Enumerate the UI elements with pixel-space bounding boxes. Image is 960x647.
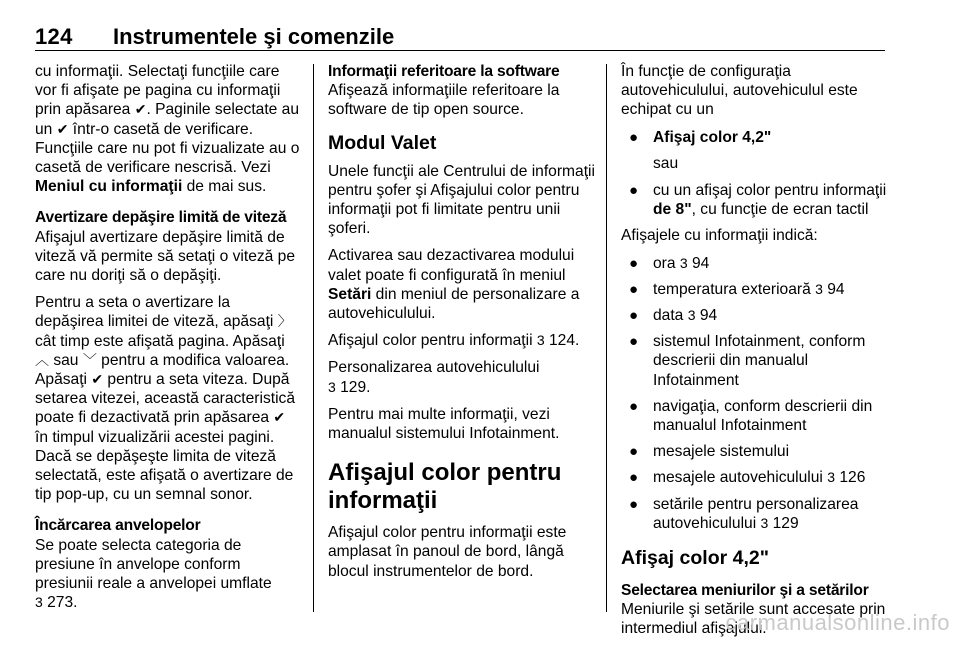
paragraph: Unele funcţii ale Centrului de informaţii pentru şofer şi Afişajului color pentru informaţii pot fi limitate pentru unii şoferi. (328, 162, 595, 238)
bullet-icon: ● (629, 495, 639, 513)
paragraph: Afişajul color pentru informaţii 3 124. (328, 332, 580, 350)
bullet-icon: ● (629, 182, 639, 200)
list-item: ● sistemul Infotainment, conform descrierii din manualul Infotainment (629, 333, 866, 389)
watermark: carmanualsonline.info (725, 610, 950, 635)
paragraph: Încărcarea anvelopelor Se poate selecta categoria de presiune în anvelope conform presiunii reale a anvelopei umflate 3 273. (35, 517, 272, 612)
bullet-icon: ● (629, 333, 639, 351)
paragraph: Afişajul color pentru informaţii este amplasat în panoul de bord, lângă blocul instrumentelor de bord. (328, 524, 567, 580)
header-rule (35, 50, 885, 51)
page-number: 124 (35, 24, 73, 49)
column-2 (328, 62, 598, 589)
paragraph: Informaţii referitoare la software Afişează informaţiile referitoare la software de tip open source. (328, 63, 560, 119)
column-3 (621, 62, 887, 647)
page-ref-icon: 3 (35, 594, 43, 611)
check-icon: ✔ (134, 101, 147, 118)
arrow-up-icon: ︿ (35, 351, 49, 368)
list-item: ● cu un afişaj color pentru informaţii de 8", cu funcţie de ecran tactil (629, 182, 887, 219)
list-item: ● temperatura exterioară 3 94 (629, 280, 845, 298)
bullet-icon: ● (629, 443, 639, 461)
page-ref-icon: 3 (815, 280, 823, 297)
section-heading-valet: Modul Valet (328, 131, 437, 154)
page-ref-icon: 3 (687, 307, 696, 324)
list-item: ● mesajele sistemului (629, 443, 790, 461)
bullet-icon: ● (629, 469, 639, 487)
arrow-down-icon: ﹀ (82, 351, 97, 368)
list-item: ● data 3 94 (629, 307, 718, 325)
chapter-title: Instrumentele şi comenzile (113, 24, 395, 49)
check-icon: ✔ (273, 409, 286, 426)
column-divider-1 (313, 64, 314, 612)
arrow-right-icon: 〉 (277, 313, 292, 330)
paragraph: cu informaţii. Selectaţi funcţiile care vor fi afişate pe pagina cu informaţii prin apăsarea ✔. Paginile selectate au un ✔ într-o casetă de verificare. Funcţiile care nu pot fi vizualizate au o casetă de verificare nescrisă. Vezi Meniul cu informaţii de mai sus. (35, 63, 300, 196)
page-ref-icon: 3 (679, 254, 688, 271)
check-icon: ✔ (56, 120, 69, 137)
paragraph: Avertizare depăşire limită de viteză Afişajul avertizare depăşire limită de viteză vă permite să setaţi o viteză pe care nu doriţi să o depăşiţi. (35, 209, 296, 285)
paragraph: În funcţie de configuraţia autovehiculului, autovehiculul este echipat cu un (621, 63, 858, 119)
bullet-icon: ● (629, 280, 639, 298)
paragraph: Personalizarea autovehiculului 3 129. (328, 359, 540, 396)
paragraph: Pentru mai multe informaţii, vezi manualul sistemului Infotainment. (328, 405, 560, 443)
list-item: ● mesajele autovehiculului 3 126 (629, 469, 866, 487)
list-item: ● setările pentru personalizarea autovehiculului 3 129 (629, 495, 859, 532)
section-heading-42-display: Afişaj color 4,2" (621, 547, 769, 570)
page-ref-icon: 3 (827, 469, 836, 486)
list-item: ● ora 3 94 (629, 254, 710, 272)
list-item-note: sau (653, 154, 679, 172)
bullet-icon: ● (629, 397, 639, 415)
list-item: ● navigaţia, conform descrierii din manualul Infotainment (629, 397, 873, 435)
section-heading-tire-load: Încărcarea anvelopelor (35, 517, 201, 535)
column-divider-2 (606, 64, 607, 612)
page-ref-icon: 3 (536, 332, 545, 349)
section-heading-speed-warning: Avertizare depăşire limită de viteză (35, 209, 287, 227)
check-icon: ✔ (91, 371, 104, 388)
bullet-icon: ● (629, 307, 639, 325)
paragraph: Selectarea meniurilor şi a setărilor Meniurile şi setările sunt accesate prin intermediul afişajului. (621, 582, 886, 638)
bullet-icon: ● (629, 128, 639, 146)
bullet-icon: ● (629, 254, 639, 272)
section-heading-color-display: Afişajul color pentru informaţii (328, 459, 562, 515)
section-heading-software: Informaţii referitoare la software (328, 63, 560, 80)
list-item: ● Afişaj color 4,2" (629, 128, 772, 146)
column-1 (35, 62, 301, 620)
paragraph: Activarea sau dezactivarea modului valet poate fi configurată în meniul Setări din meniul de personalizare a autovehiculului. (328, 247, 580, 323)
page-ref-icon: 3 (328, 378, 336, 395)
cross-reference-link: Meniul cu informaţii (35, 178, 183, 196)
paragraph: Afişajele cu informaţii indică: (621, 227, 818, 245)
page-ref-icon: 3 (760, 514, 769, 531)
paragraph: Pentru a seta o avertizare la depăşirea limitei de viteză, apăsaţi 〉 cât timp este afişată pagina. Apăsaţi ︿ sau ﹀ pentru a modifica valoarea. Apăsaţi ✔ pentru a seta viteza. După setarea vitezei, această caracteristică poate fi dezactivată prin apăsarea ✔ în timpul vizualizării acestei pagini. Dacă se depăşeşte limita de viteză selectată, este afişată o avertizare de tip pop-up, cu un semnal sonor. (35, 294, 296, 504)
section-heading-menu-selection: Selectarea meniurilor şi a setărilor (621, 582, 869, 600)
